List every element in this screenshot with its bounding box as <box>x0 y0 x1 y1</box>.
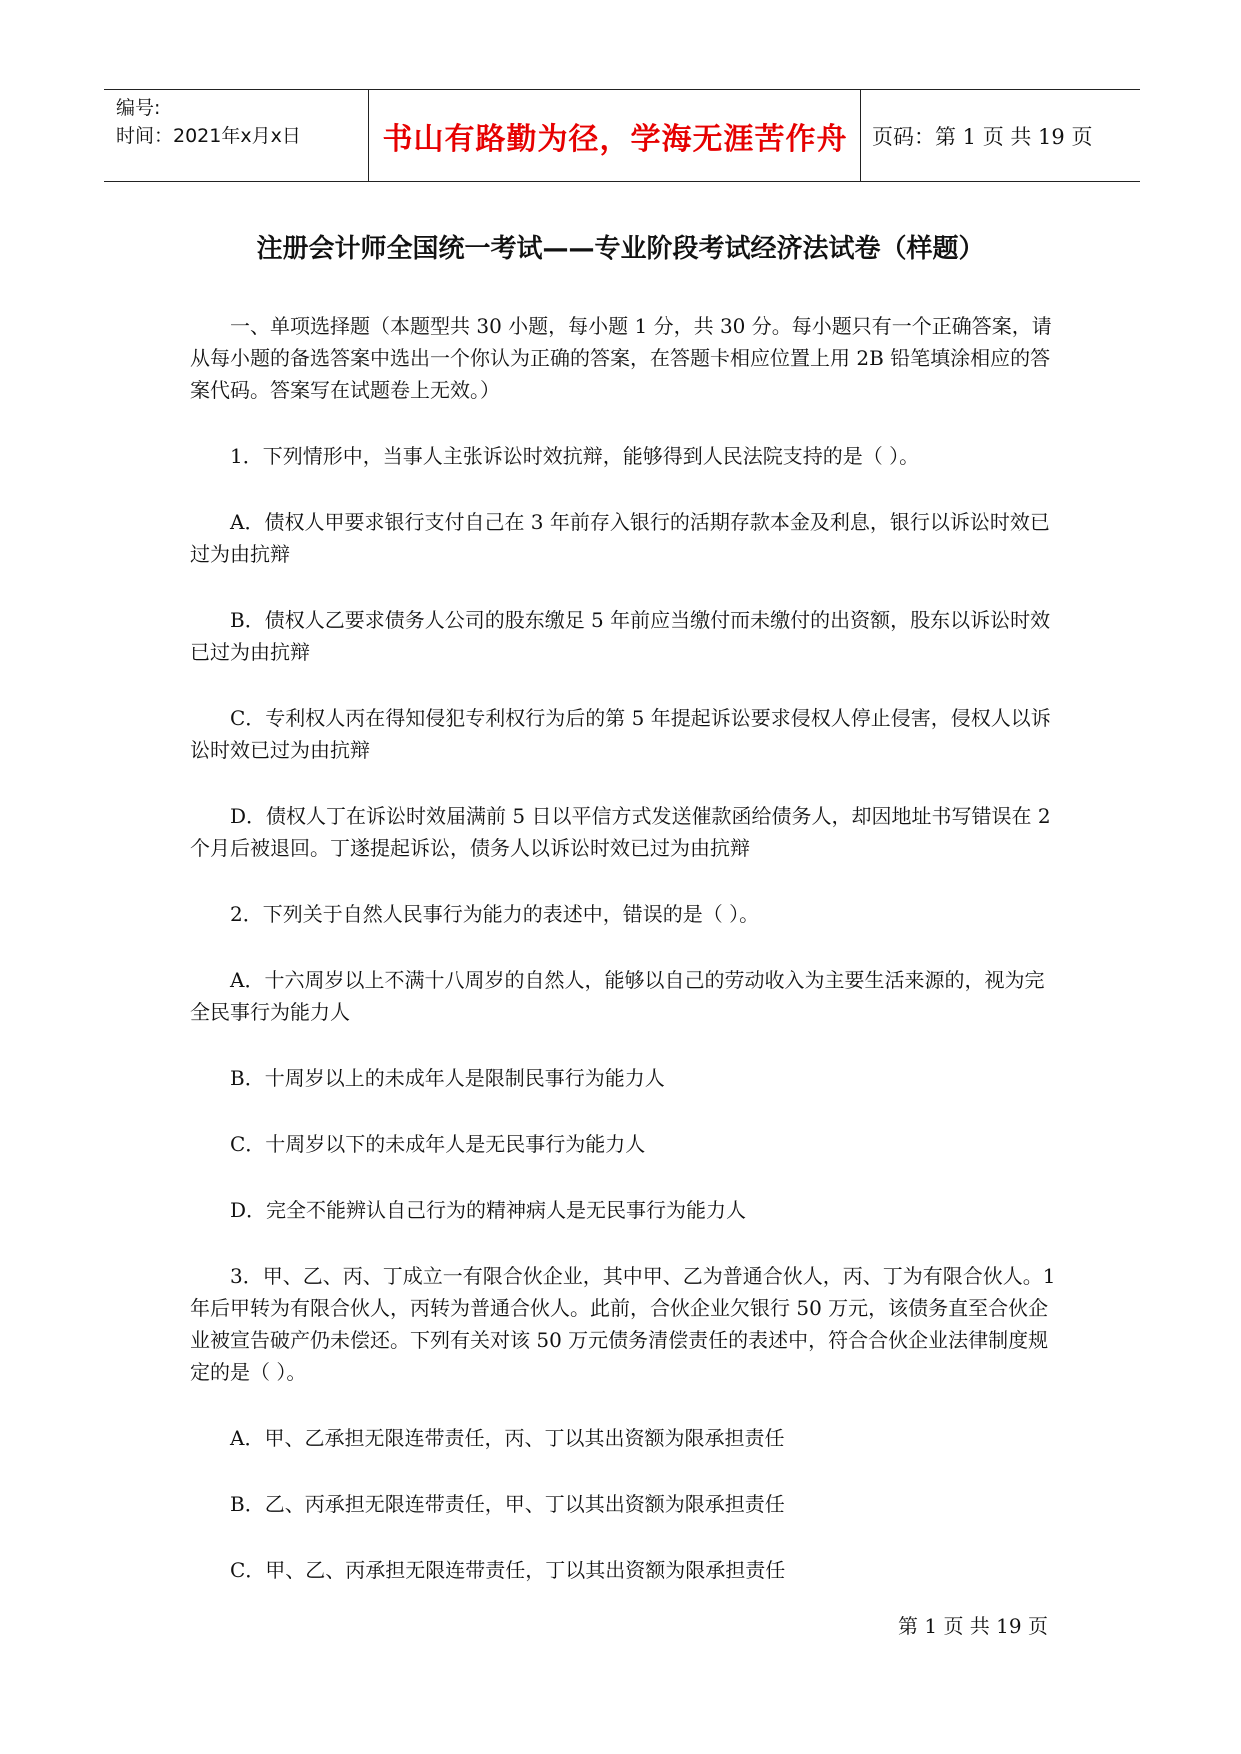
page-header <box>104 89 1140 182</box>
answer-option: B．十周岁以上的未成年人是限制民事行为能力人 <box>230 1066 665 1090</box>
answer-option: D．债权人丁在诉讼时效届满前 5 日以平信方式发送催款函给债务人，却因地址书写错误在 2 个月后被退回。丁遂提起诉讼，债务人以诉讼时效已过为由抗辩 <box>190 804 1051 860</box>
page-footer: 第 1 页 共 19 页 <box>898 1614 1048 1638</box>
answer-option: C．甲、乙、丙承担无限连带责任，丁以其出资额为限承担责任 <box>230 1558 786 1582</box>
header-motto: 书山有路勤为径，学海无涯苦作舟 <box>382 121 848 157</box>
answer-option: A．债权人甲要求银行支付自己在 3 年前存入银行的活期存款本金及利息，银行以诉讼时效已过为由抗辩 <box>190 510 1050 566</box>
question-stem: 1．下列情形中，当事人主张诉讼时效抗辩，能够得到人民法院支持的是（ ）。 <box>230 444 920 468</box>
answer-option: C．十周岁以下的未成年人是无民事行为能力人 <box>230 1132 646 1156</box>
answer-option: D．完全不能辨认自己行为的精神病人是无民事行为能力人 <box>230 1198 747 1222</box>
answer-option: A．十六周岁以上不满十八周岁的自然人，能够以自己的劳动收入为主要生活来源的，视为完全民事行为能力人 <box>190 968 1045 1024</box>
number-label: 编号: <box>116 97 161 119</box>
header-divider <box>860 90 861 181</box>
header-divider <box>368 90 369 181</box>
document-body <box>190 310 1064 1620</box>
document-title: 注册会计师全国统一考试——专业阶段考试经济法试卷（样题） <box>256 234 985 264</box>
question-stem: 2．下列关于自然人民事行为能力的表述中，错误的是（ ）。 <box>230 902 760 926</box>
answer-option: B．债权人乙要求债务人公司的股东缴足 5 年前应当缴付而未缴付的出资额，股东以诉讼时效已过为由抗辩 <box>190 608 1051 664</box>
header-page-info: 页码：第 1 页 共 19 页 <box>872 124 1093 149</box>
answer-option: A．甲、乙承担无限连带责任，丙、丁以其出资额为限承担责任 <box>230 1426 785 1450</box>
time-label: 时间：2021年x月x日 <box>116 125 301 147</box>
section-intro: 一、单项选择题（本题型共 30 小题，每小题 1 分，共 30 分。每小题只有一个正确答案，请从每小题的备选答案中选出一个你认为正确的答案，在答题卡相应位置上用 2B 铅笔填涂相应的答案代码。答案写在试题卷上无效。） <box>190 314 1052 402</box>
question-stem: 3．甲、乙、丙、丁成立一有限合伙企业，其中甲、乙为普通合伙人，丙、丁为有限合伙人。1 年后甲转为有限合伙人，丙转为普通合伙人。此前，合伙企业欠银行 50 万元，该债务直至合伙企业被宣告破产仍未偿还。下列有关对该 50 万元债务清偿责任的表述中，符合合伙企业法律制度规定的是（ ）。 <box>190 1264 1056 1384</box>
answer-option: C．专利权人丙在得知侵犯专利权行为后的第 5 年提起诉讼要求侵权人停止侵害，侵权人以诉讼时效已过为由抗辩 <box>190 706 1051 762</box>
answer-option: B．乙、丙承担无限连带责任，甲、丁以其出资额为限承担责任 <box>230 1492 785 1516</box>
